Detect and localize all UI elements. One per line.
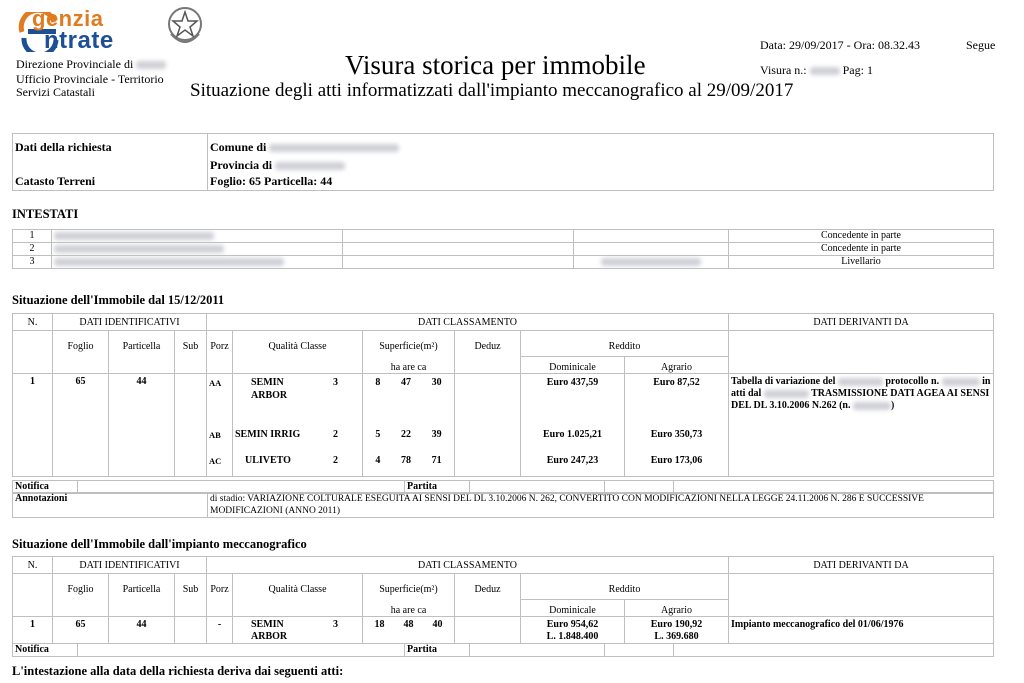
intestatario-role: Concedente in parte [729,230,994,243]
table-row [13,243,994,256]
classe-value: 3 [333,619,338,630]
provincia-field: Provincia di [208,158,994,174]
dati-derivanti-value: Impianto meccanografico del 01/06/1976 [729,617,994,644]
foglio-particella: Foglio: 65 Particella: 44 [208,174,994,191]
ha-value: 18 [374,619,385,630]
foglio-value: 65 [53,374,109,477]
footer-heading: L'intestazione alla data della richiesta deriva dai seguenti atti: [12,664,344,678]
col-qualita-classe: Qualità Classe [233,331,363,374]
col-agrario: Agrario [625,357,729,374]
col-foglio: Foglio [53,331,109,374]
table-row [13,374,994,477]
republic-emblem-icon [165,4,205,50]
col-qualita-classe: Qualità Classe [233,574,363,617]
intestatario-role: Livellario [729,256,994,269]
classe-value: 2 [333,429,338,440]
particella-value: 44 [109,374,175,477]
dominicale-value: Euro 1.025,21 [543,429,602,440]
situazione-impianto-table [12,556,994,644]
table-row [13,230,994,243]
segue-label: Segue [966,38,996,52]
catasto-label: Catasto Terreni [13,174,208,191]
intestatario-number: 3 [13,256,52,269]
intestati-heading: INTESTATI [12,207,79,221]
col-n: N. [13,314,53,331]
office-line-3: Servizi Catastali [16,85,95,99]
col-reddito: Reddito [521,574,729,600]
col-dati-identificativi: DATI IDENTIFICATIVI [53,314,207,331]
annotazioni-label: Annotazioni [13,493,208,518]
annotazioni-row [12,492,994,518]
col-foglio: Foglio [53,574,109,617]
document-subtitle: Situazione degli atti informatizzati dall'impianto meccanografico al 29/09/2017 [190,80,794,101]
col-n: N. [13,557,53,574]
ca-value: 40 [432,619,443,630]
office-line-1: Direzione Provinciale di [16,57,166,71]
col-ha-are-ca: ha are ca [363,600,455,617]
col-deduz: Deduz [455,574,521,617]
col-dominicale: Dominicale [521,600,625,617]
are-value: 22 [400,429,411,440]
row-number: 1 [13,374,53,477]
date-time: Data: 29/09/2017 - Ora: 08.32.43 [760,38,920,52]
logo-text-agenzia: genzia [32,6,104,31]
situazione-2011-heading: Situazione dell'Immobile dal 15/12/2011 [12,293,225,307]
comune-field: Comune di [208,134,994,159]
ha-value: 8 [375,377,381,388]
classe-value: 3 [333,377,338,388]
agrario-value: Euro 173,06 [650,455,703,466]
logo-text-entrate: ntrate [44,27,114,54]
dominicale-euro: Euro 954,62 [546,619,599,630]
agrario-euro: Euro 190,92 [650,619,703,630]
col-dominicale: Dominicale [521,357,625,374]
dominicale-lire: L. 1.848.400 [546,631,599,642]
annotazioni-text: di stadio: VARIAZIONE COLTURALE ESEGUITA AI SENSI DEL DL 3.10.2006 N. 262, CONVERTITO CON MODIFICAZIONI NELLA LEGGE 24.11.2006 N. 286 E SUCCESSIVE MODIFICAZIONI (ANNO 2011) [208,493,994,518]
qualita-value: ULIVETO [245,455,291,466]
ca-value: 39 [431,429,442,440]
col-dati-derivanti: DATI DERIVANTI DA [729,557,994,574]
foglio-value: 65 [53,617,109,644]
are-value: 78 [400,455,411,466]
particella-value: 44 [109,617,175,644]
intestatario-role: Concedente in parte [729,243,994,256]
office-line-2: Ufficio Provinciale - Territorio [16,72,164,86]
porz-value: AB [209,430,221,440]
dominicale-value: Euro 437,59 [546,377,599,388]
agrario-lire: L. 369.680 [654,631,699,642]
dominicale-value: Euro 247,23 [546,455,599,466]
col-superficie: Superficie(m²) [363,574,455,600]
porz-value: - [207,617,233,644]
col-deduz: Deduz [455,331,521,374]
agrario-value: Euro 350,73 [650,429,703,440]
notifica-label: Notifica [13,481,78,494]
row-number: 1 [13,617,53,644]
intestatario-number: 2 [13,243,52,256]
qualita-value: SEMIN ARBOR [251,619,288,642]
classe-value: 2 [333,455,338,466]
partita-label: Partita [405,644,470,657]
intestatario-number: 1 [13,230,52,243]
ca-value: 30 [431,377,442,388]
col-agrario: Agrario [625,600,729,617]
ha-value: 4 [375,455,381,466]
col-reddito: Reddito [521,331,729,357]
situazione-2011-table [12,313,994,477]
col-dati-derivanti: DATI DERIVANTI DA [729,314,994,331]
col-dati-identificativi: DATI IDENTIFICATIVI [53,557,207,574]
are-value: 47 [400,377,411,388]
dati-derivanti-value: Tabella di variazione del protocollo n. in atti dal TRASMISSIONE DATI AGEA AI SENSI DEL DL 3.10.2006 N.262 (n. ) [729,374,994,477]
col-dati-classamento: DATI CLASSAMENTO [207,314,729,331]
document-title: Visura storica per immobile [345,50,646,80]
col-sub: Sub [175,331,207,374]
partita-label: Partita [405,481,470,494]
ca-value: 71 [431,455,442,466]
request-label: Dati della richiesta [13,134,208,159]
ha-value: 5 [375,429,381,440]
visura-number: Visura n.: Pag: 1 [760,63,873,77]
table-row [13,617,994,644]
col-superficie: Superficie(m²) [363,331,455,357]
col-dati-classamento: DATI CLASSAMENTO [207,557,729,574]
notifica-row-2 [12,643,994,657]
are-value: 48 [403,619,414,630]
col-particella: Particella [109,574,175,617]
col-porz: Porz [207,331,233,374]
request-table [12,133,994,191]
porz-value: AA [209,378,222,388]
situazione-impianto-heading: Situazione dell'Immobile dall'impianto meccanografico [12,537,307,551]
table-row [13,256,994,269]
col-ha-are-ca: ha are ca [363,357,455,374]
col-sub: Sub [175,574,207,617]
col-porz: Porz [207,574,233,617]
col-particella: Particella [109,331,175,374]
agrario-value: Euro 87,52 [653,377,700,388]
qualita-value: SEMIN IRRIG [235,429,301,440]
porz-value: AC [209,456,222,466]
qualita-value: SEMIN ARBOR [251,377,288,401]
notifica-label: Notifica [13,644,78,657]
intestati-table [12,229,994,269]
